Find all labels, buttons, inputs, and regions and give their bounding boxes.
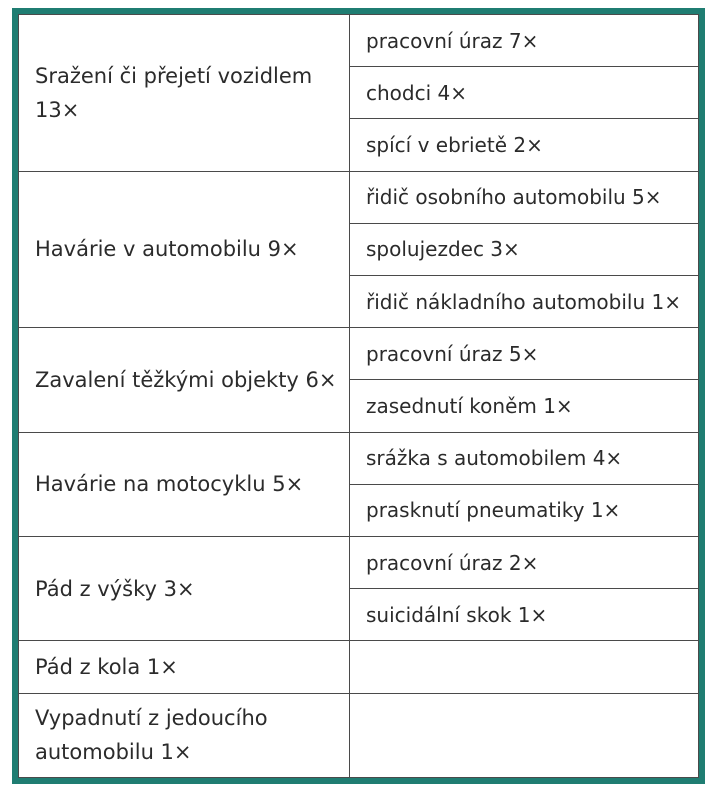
- table-row: [19, 171, 699, 223]
- subcategory-cell: srážka s automobilem 4×: [350, 432, 699, 484]
- table-row: [19, 693, 699, 777]
- table-row: [19, 328, 699, 380]
- category-cell: Vypadnutí z jedoucího automobilu 1×: [19, 693, 350, 777]
- table-row: [19, 15, 699, 67]
- subcategory-cell: prasknutí pneumatiky 1×: [350, 484, 699, 536]
- category-cell: Havárie v automobilu 9×: [19, 171, 350, 328]
- table-row: [19, 537, 699, 589]
- subcategory-cell: řidič osobního automobilu 5×: [350, 171, 699, 223]
- category-cell: Pád z výšky 3×: [19, 537, 350, 641]
- category-cell: Pád z kola 1×: [19, 641, 350, 693]
- category-cell: Zavalení těžkými objekty 6×: [19, 328, 350, 432]
- injury-table: [18, 14, 699, 778]
- empty-cell: [350, 641, 699, 693]
- subcategory-cell: zasednutí koněm 1×: [350, 380, 699, 432]
- table-frame: [12, 8, 705, 784]
- subcategory-cell: spolujezdec 3×: [350, 223, 699, 275]
- subcategory-cell: řidič nákladního automobilu 1×: [350, 276, 699, 328]
- subcategory-cell: chodci 4×: [350, 67, 699, 119]
- category-cell: Sražení či přejetí vozidlem 13×: [19, 15, 350, 172]
- subcategory-cell: spící v ebrietě 2×: [350, 119, 699, 171]
- category-cell: Havárie na motocyklu 5×: [19, 432, 350, 536]
- table-row: [19, 432, 699, 484]
- subcategory-cell: pracovní úraz 5×: [350, 328, 699, 380]
- subcategory-cell: suicidální skok 1×: [350, 589, 699, 641]
- table-row: [19, 641, 699, 693]
- empty-cell: [350, 693, 699, 777]
- subcategory-cell: pracovní úraz 7×: [350, 15, 699, 67]
- subcategory-cell: pracovní úraz 2×: [350, 537, 699, 589]
